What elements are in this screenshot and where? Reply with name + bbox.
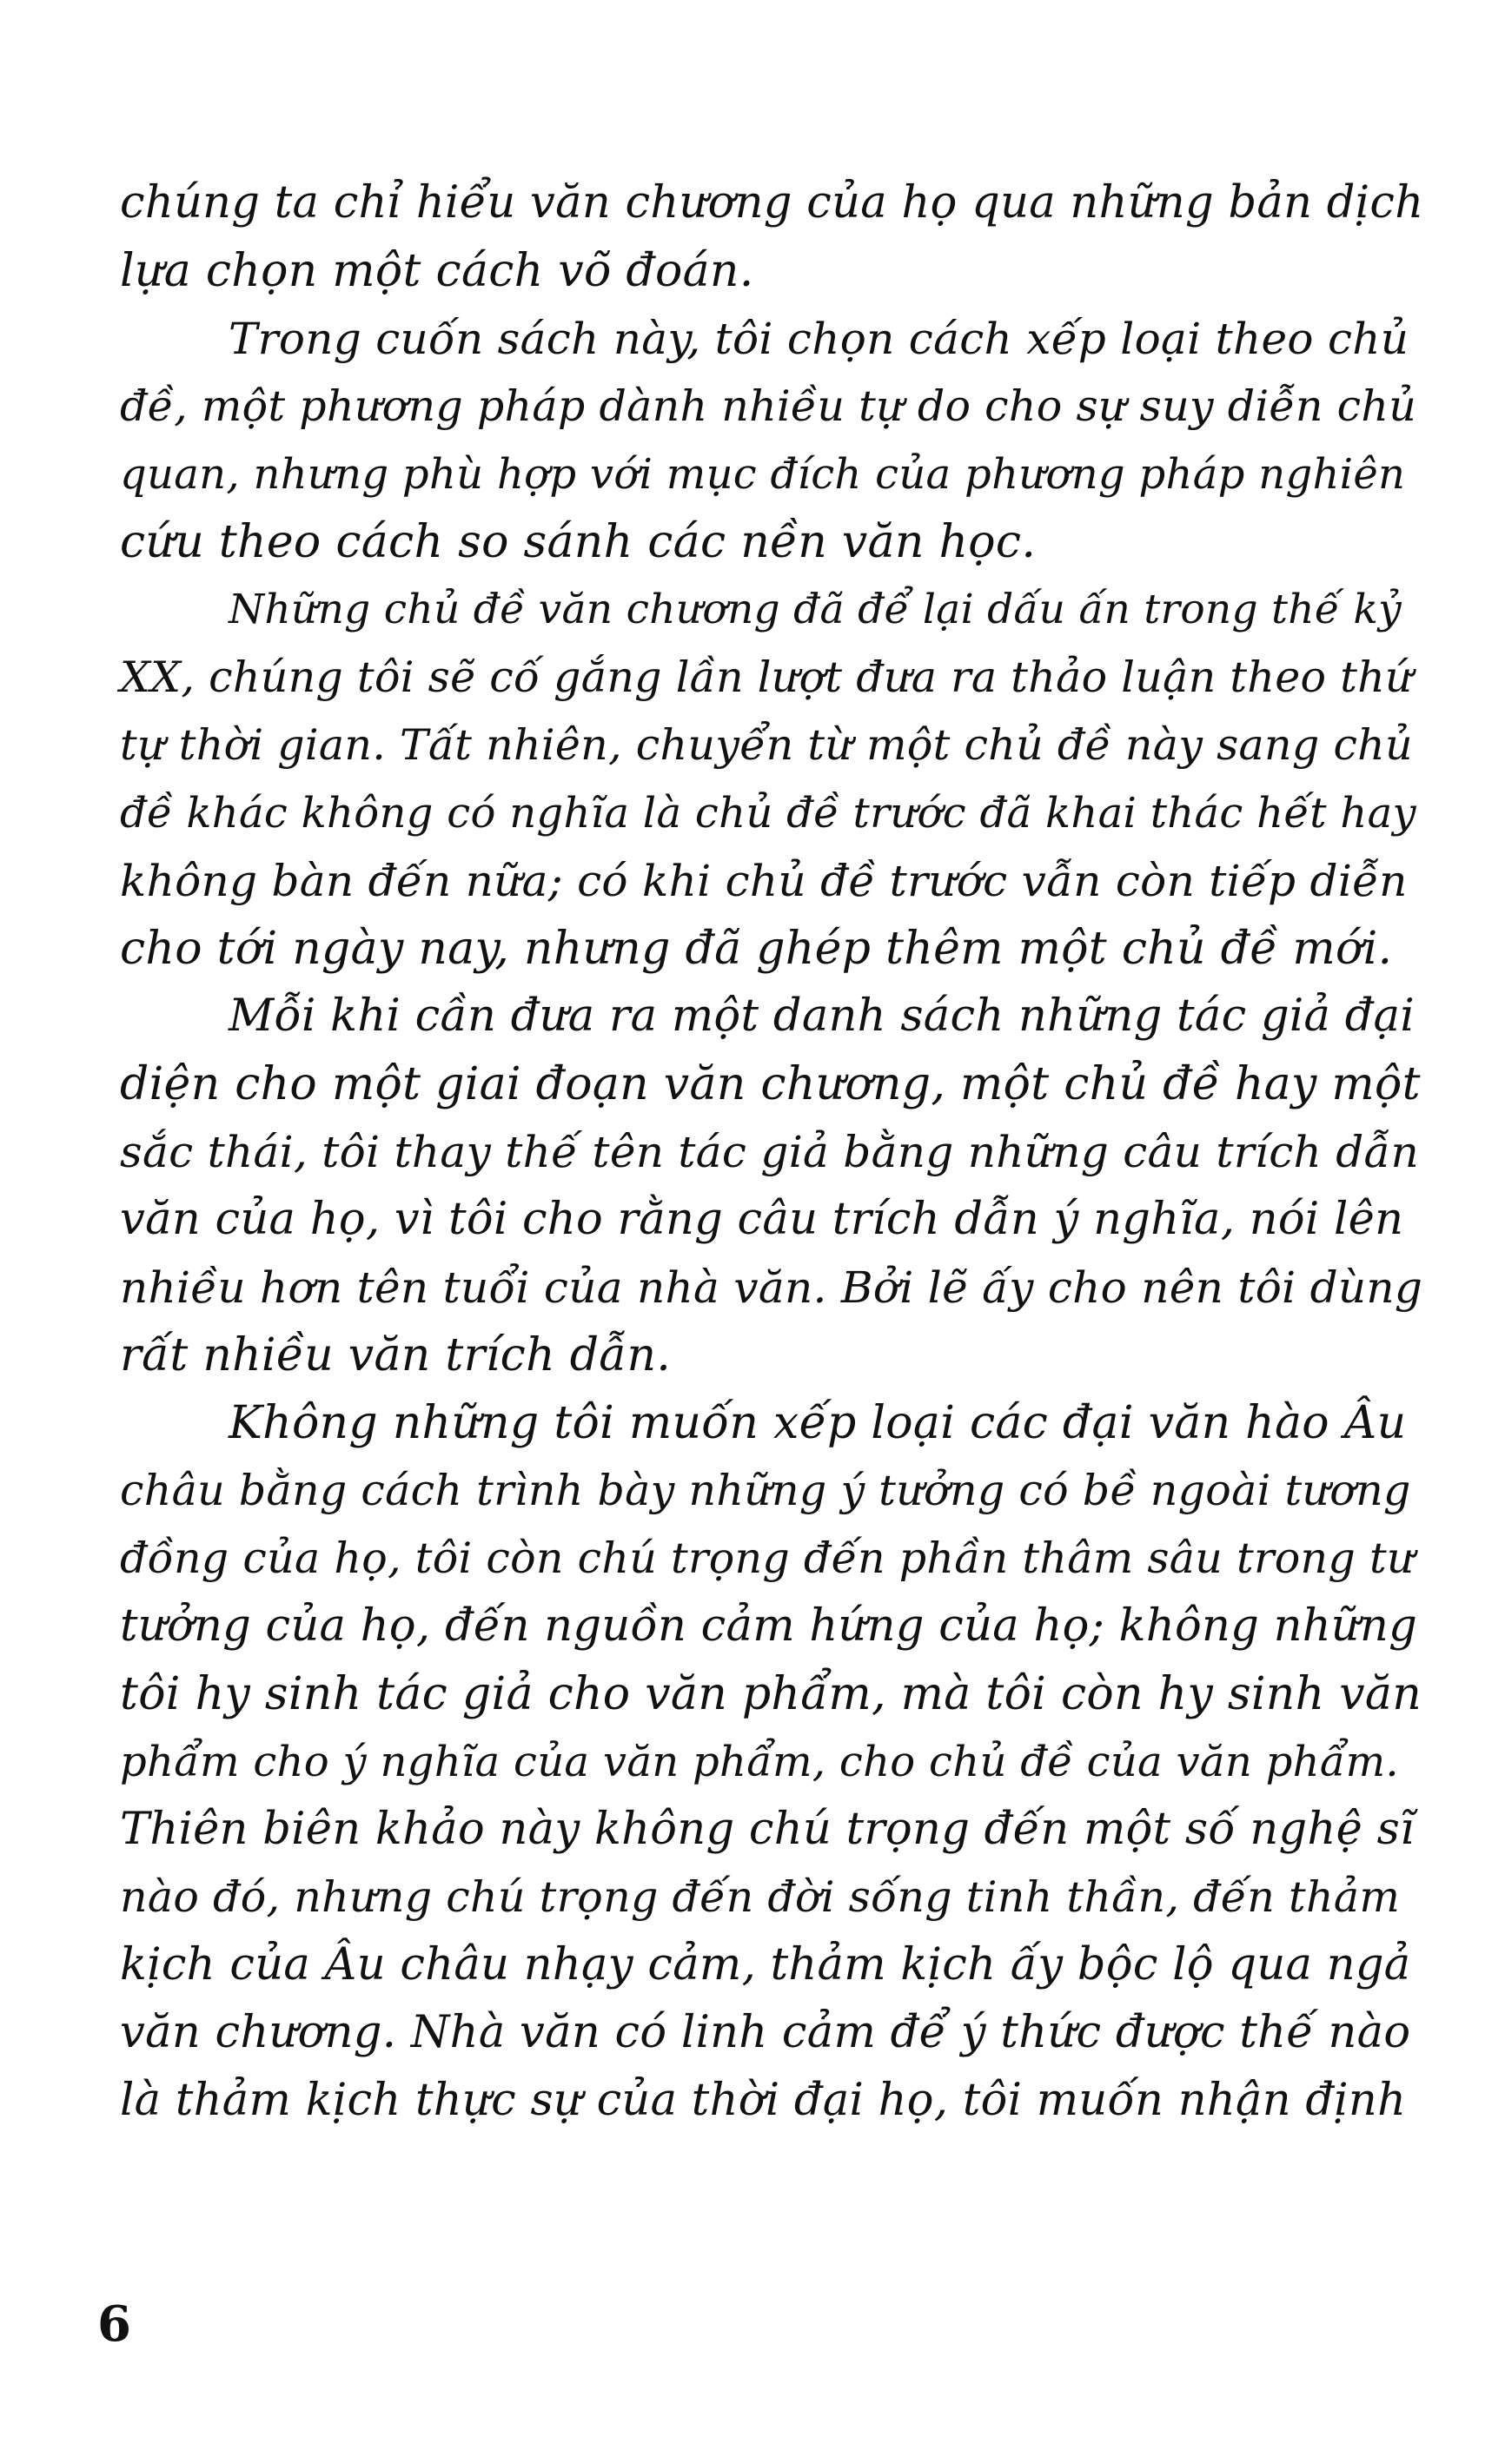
text-line: Không những tôi muốn xếp loại các đại văn hào Âu [229,1397,1407,1449]
text-line: châu bằng cách trình bày những ý tưởng có bề ngoài tương [120,1466,1411,1515]
text-line: tự thời gian. Tất nhiên, chuyển từ một chủ đề này sang chủ [120,720,1413,770]
text-line: đồng của họ, tôi còn chú trọng đến phần thâm sâu trong tư [120,1533,1415,1583]
text-line: sắc thái, tôi thay thế tên tác giả bằng những câu trích dẫn [120,1127,1419,1177]
text-line: văn của họ, vì tôi cho rằng câu trích dẫn ý nghĩa, nói lên [120,1194,1404,1245]
text-line: XX, chúng tôi sẽ cố gắng lần lượt đưa ra thảo luận theo thứ [120,652,1413,702]
text-line: phẩm cho ý nghĩa của văn phẩm, cho chủ đề của văn phẩm. [120,1738,1399,1786]
text-line: Những chủ đề văn chương đã để lại dấu ấn trong thế kỷ [229,586,1402,633]
text-line: lựa chọn một cách võ đoán. [120,245,754,297]
text-line: cứu theo cách so sánh các nền văn học. [120,516,1037,568]
body-text [120,169,1423,2135]
text-line: đề khác không có nghĩa là chủ đề trước đã khai thác hết hay [120,789,1416,838]
text-line: nào đó, nhưng chú trọng đến đời sống tinh thần, đến thảm [120,1872,1401,1922]
text-line: tưởng của họ, đến nguồn cảm hứng của họ; không những [120,1600,1418,1652]
text-line: nhiều hơn tên tuổi của nhà văn. Bởi lẽ ấy cho nên tôi dùng [120,1262,1423,1313]
page-number: 6 [97,2295,131,2353]
text-line: Mỗi khi cần đưa ra một danh sách những tác giả đại [229,990,1415,1042]
text-line: Thiên biên khảo này không chú trọng đến một số nghệ sĩ [120,1804,1415,1855]
text-line: đề, một phương pháp dành nhiều tự do cho sự suy diễn chủ [120,381,1417,431]
text-line: quan, nhưng phù hợp với mục đích của phương pháp nghiên [120,450,1406,499]
text-line: kịch của Âu châu nhạy cảm, thảm kịch ấy bộc lộ qua ngả [120,1939,1411,1990]
text-line: diện cho một giai đoạn văn chương, một chủ đề hay một [120,1058,1421,1110]
text-line: không bàn đến nữa; có khi chủ đề trước vẫn còn tiếp diễn [120,856,1408,906]
text-line: chúng ta chỉ hiểu văn chương của họ qua những bản dịch [120,177,1424,229]
text-line: văn chương. Nhà văn có linh cảm để ý thức được thế nào [120,2007,1411,2058]
text-line: là thảm kịch thực sự của thời đại họ, tôi muốn nhận định [120,2075,1407,2126]
text-line: Trong cuốn sách này, tôi chọn cách xếp loại theo chủ [229,314,1409,364]
text-line: tôi hy sinh tác giả cho văn phẩm, mà tôi còn hy sinh văn [120,1668,1422,1720]
text-line: cho tới ngày nay, nhưng đã ghép thêm một chủ đề mới. [120,923,1393,975]
text-line: rất nhiều văn trích dẫn. [120,1329,672,1381]
